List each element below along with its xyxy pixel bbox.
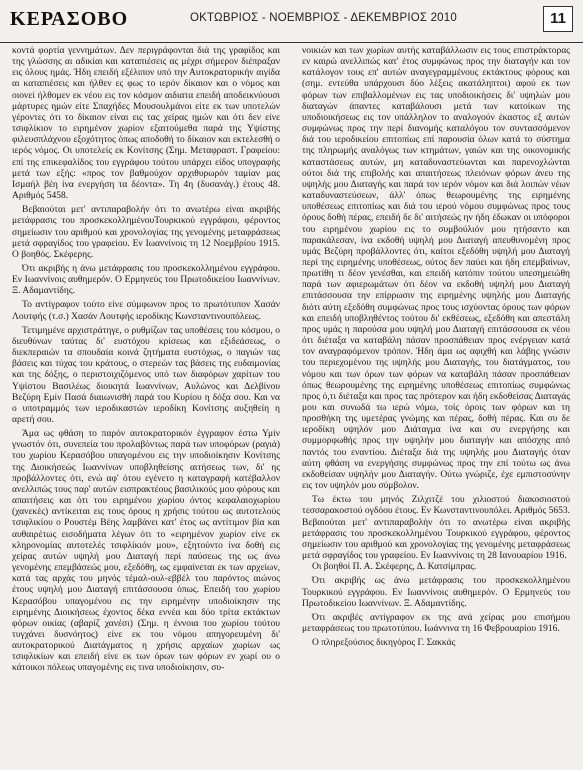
paragraph: Ότι ακριβής ως άνω μετάφρασις του προσκεκολλημένου Τουρκικού εγγράφου. Εν Ιωαννίνοις αυθημερόν. Ο Ερμηνεύς του Πρωτοδικείου Ιωαννίνων. Ξ. Αδαμαντίδης. [302,576,570,609]
issue-date: ΟΚΤΩΒΡΙΟΣ - ΝΟΕΜΒΡΙΟΣ - ΔΕΚΕΜΒΡΙΟΣ 2010 [190,12,457,24]
masthead-title: ΚΕΡΑΣΟΒΟ [10,8,129,30]
page-header [0,0,583,43]
paragraph: νοικιών και των χωρίων αυτής καταβάλλωσιν εις τους επιστράκτορας εν καιρώ ανελλιπώς κατ' έτος συμφώνως προς την διαταγήν και τον κατάλογον τους επ' αυτών αναγεγραμμένους εκτάκτους φόρους και (σημ. εντεύθα υπάρχουσι δύο λέξεις ακατάληπτοι) αφού εκ των φόρων των επιβαλλομένων εις τας υποδιοικήσεις δι' υψηλών μου διαταγών άπαντες καταβάλουσι μετά των κατοίκων της υποδιοικήσεως εις τον υπάλληλον το αναλογούν έκαστος εξ αυτών συμφώνως προς την περί διανομής καταλόγου τον συντασσόμενον διά του ιεροδικείου επιτοπίως επί παρουσία όλων κατά το σύστημα της πληρωμής αναλόγως των κτημάτων, γαιών και της οικονομικής καταστάσεως αυτών, μη καταδυναστεύωνται και παρενοχλώνται ούτοι διά της επιβολής και απαιτήσεως πλειόνων φόρων άνευ της υψηλής μου Διαταγής και παρά τον ιερόν νόμον και διά λοιπών νέων καταδυναστεύσεων, άλλ' όπως θεωρουμένης της ειρημένης υποθέσεως επιτοπίως και διά του ιερού νόμου συμφώνως προς τους όρους δοθή πέρας, επειδή δε δι' αιτήσεώς ην ήδη έδωκαν οι υπόφοροι του ειρημένου χωρίου εις το συμβούλιόν μου ητήσαντο και παρακάλεσαν, ίνα εκδοθή υψηλή μου Διαταγή απευθυνομένη προς υμάς Βεζύρη προβάλλοντες ότι, καίτοι εξεδόθη υψηλή μου Διαταγή περί της ειρημένης υποθέσεως, ούτος δεν παύει και ήδη επεμβαίνων, πρωτίθη τι δέον γενέσθαι, και επειδή κατόπιν τούτου υπεσημειώθη παρά των αφιερωμάτων ότι δέον να εκδοθή υψηλή μου Διαταγή επιτάσσουσα την επίρρωσιν της ειρημένης υψηλής μου Διαταγής διότι αύτη εξεδόθη συμφώνως προς τους ισχύοντας όρους των φόρων και επειδή υποβληθέντος τούτου δι' εκθέσεως, εξεδόθη και απεστάλη προς υμάς η παρούσα μου υψηλή μου Διαταγή επιτάσσουσα εκ νέου ότι διέταξα να καταβάλη πάσαν προσπάθειαν προς ενέργειαν κατά τον αναγραφόμενον τρόπον. Ήδη άμα ως αφιχθή και λάβης γνώσιν του περιεχομένου της υψηλής μου Διαταγής, του διατάγματος, του νόμου και των όρων των φόρων να καταβάλη πάσαν προσπάθειαν όπως θεωρουμένης της ειρημένης υποθέσεως επιτοπίως συμφώνως προς ό,τι διέταξα και προς τας πρότερον και ήδη εκδοθείσας Διαταγάς μου και συνωδά τω ιερώ νόμω, τοίς όροις των φόρων και τη προσθήκη της υμετέρας γνώμης και πέρας, δοθή πέρας. Και συ δε ιεροδίκη υψηλόν μου Διάταγμα ίνα και συ ενεργήσης και συμμορφωθής προς την υψηλήν μου διαταγήν και απόσχης από παντός του εναντίου. Διέταξα διά της υψηλής μου Διαταγής όταν αύτη φθάση να ενεργήσης συμφώνως προς την επί τούτω ως άνω εκδοθείσαν υψηλήν μου Διαταγήν. Ούτω γνώριζε, έχε εμπιστοσύνην εις τον υψηλόν μου σύμβολον. [302,46,570,492]
paragraph: Το αντίγραφον τούτο είνε σύμφωνον προς το πρωτότυπον Χασάν Λουτφής (τ.σ.) Χασάν Λουτφής ιεροδίκης Κωνσταντινουπόλεως. [12,300,280,322]
right-column [302,46,570,766]
signature-line: Ο πληρεξούσιος δικηγόρος Γ. Σακκάς [312,638,456,649]
paragraph: Ότι ακριβές αντίγραφον εκ της ανά χείρας μου επισήμου μεταφράσεως του πρωτοτύπου. Ιωάννινα τη 16 Φεβρουαρίου 1916. [302,612,570,634]
signature-line: Οι βοηθοί Π. Α. Σκέφερης, Δ. Κατσίμπρας. [312,562,477,573]
paragraph: Άμα ως φθάση το παρόν αυτοκρατορικόν έγγραφον έστω Υμίν γνωστόν ότι, συνεπεία του προλαβόντως παρά των υποφόρων (ραγιά) του χωρίου Κερασόβου υπαγομένου εις την υποδιοίκησιν Κονίτσης της Διοικήσεώς Ιωαννίνων υποβληθείσης αιτήσεως των, δι' ης προβάλλοντες ότι, ενώ αφ' ότου εγένετο η καταγραφή κατέβαλλον ανελλιπώς τους παρ' αυτών εισπρακτέους βασιλικούς μου φόρους και απαιτήσεις και ότι του ειρημένου χωρίου όντος κεφαλαιοχωρίου (χανεκές) αντίκειται εις τους όρους η χρήσις τούτου ως αυτοτελούς τσιφλικίου ο Ρουστέμ Βέης λαμβάνει κατ' έτος ως αντίτιμον βία και αυθαιρέτως εισοδήματα λέγων ότι το «ειρημένον χωρίον είνε εκ κληρονομίας αυτοτελές τσιφλίκιόν μου», εξητούντο ίνα δοθή εις χείρας αυτών υψηλή μου Διαταγή περί παύσεως της ως άνω γενομένης επεμβάσεώς μου, εξεδόθη, ως εμφαίνεται εκ των αρχείων, κατά τας αρχάς του μηνός τέμαλ-ουλ-εββέλ του παρόντος αιώνος έτους υψηλή μου Διαταγή επιτάσσουσα όπως. Επειδή του χωρίου Κερασόβου υπαγομένου εις την ειρημένην υποδιοίκησιν της ειρημένης Διοικήσεως έχοντος δέκα εννέα και δύο τρίτα εκτάκτων φόρων οικίας (αβαρίζ χανέσι) (Σημ. η έννοια του χωρίου τούτου τυγχάνει δυσνόητος) είνε εκ του νόμου απηγορευμένη δι' αυτοκρατορικού Διατάγματος η χρήσις αρχαίων χωρίων ως τσιφλικίων και επειδή είνε εκ των όρων των φόρων εν χωρί ου ο κάτοικοι πόλεως υπαγομένης εις τινα υποδιοίκησιν, συ- [12,429,280,674]
paragraph: Τετιμημένε αρχιστράτηγε, ο ρυθμίζων τας υποθέσεις του κόσμου, ο διευθύνων ταύτας δι' ευστόχου κρίσεως και εξιδεάσεως, ο διεκπεραιών τα σπουδαία κοινά ζητήματα ευστόχως, ο παγιών τας βάσεις και τύχας του κράτους, ο στερεών τας βάσεις της ευδαιμονίας και της δόξης, ο περιστοιχιζόμενος υπό των διαφόρων χαρίτων του Υψίστου Βασιλέως διοικητά Ιωαννίνων, Αυλώνος και Δελβίνου Βεζύρη Εμίν Πασά διαιωνισθή παρά του Κυρίου η δόξα σου. Και να ο υποτραμμός των ιεροδικαστών ιεροδίκη Κονίτσης αυξηθείη η αρετή σου. [12,325,280,425]
paragraph: Τω έκτω του μηνός Ζιλχιτζέ του χιλιοστού διακοσιοστού τεσσαρακοστού ογδόου έτους. Εν Κωνσταντινουπόλει. Αριθμός 5653. Βεβαιούται μετ' αντιπαραβολήν ότι το ανωτέρω είναι ακριβής μετάφρασις του προσκεκολλημένου Τουρκικού εγγράφου, φέροντος σημείωσιν του αριθμού και χρονολογίας της γενομένης μεταφράσεως μετά σφραγίδος του γραφείου. Εν Ιωαννίνοις τη 28 Ιανουαρίου 1916. [302,495,570,562]
paragraph: Ότι ακριβής η άνω μετάφρασις του προσκεκολλημένου εγγράφου. Εν Ιωαννίνοις αυθημερόν. Ο Ερμηνεύς του Πρωτοδικείου Ιωαννίνων. Ξ. Αδαμαντίδης. [12,263,280,297]
paragraph: Βεβαιούται μετ' αντιπαραβολήν ότι το ανωτέρω είναι ακριβής μετάφρασις του προσκεκολλημένουΤουρκικού εγγράφου, φέροντος σημείωσιν του αριθμού και χρονολογίας της γενομένης μεταφράσεως μετά σφραγίδος του γραφείου. Εν Ιωαννίνοις τη 12 Νοεμβρίου 1915. Ο βοηθός. Σκέφερης. [12,205,280,260]
paragraph: κοντά φορτία γεννημάτων. Δεν περιγράφονται διά της γραφίδος και της γλώσσης αι αδικίαι και καταπιέσεις ας μέχρι σήμερον διέπραξαν εις όλους ημάς. Ήδη επειδή εξέλιπον υπό την Αυτοκρατορικήν αιγίδα αι καταπιέσεις και ήλθεν ες φως το ιερόν δίκαιον και ο νόμος και οιονεί ήλθομεν εκ νέου εις τον κόσμον αιδιατα επειδή αποδεικνύουσι μάρτυρες ημών είτε Σπαχήδες Μουσουλμάνοι είτε εκ των υποτελών γέροντες ότι το δίκαιον είναι εις τας χείρας ημών και ότι δεν είνε τσιφλίκιον το ειρημένον χωρίον εξαιτούμεθα παρά της Υψίστης φιλευσπλάχνου εξοχότητος όπως αποδοθή το δίκαιον και εκτελεσθή ο ιερός νόμος. Οι υποτελείς εκ Κονίτσης (Σημ. Μεταφραστ. Γραφείου: επί της επικεφαλίδος του εγγράφου τούτου υπάρχει είδος υπογραφής μετά των εξής: «προς τον βαθμούχον αρχιθυρωρόν ταμίαν μας Ισμαήλ βέη ίνα ενεργήση τα δέοντα». Τη 4η (δυσανάγ.) έτους 48. Αριθμός 5458. [12,46,280,202]
page-number: 11 [543,6,573,32]
left-column [12,46,280,766]
